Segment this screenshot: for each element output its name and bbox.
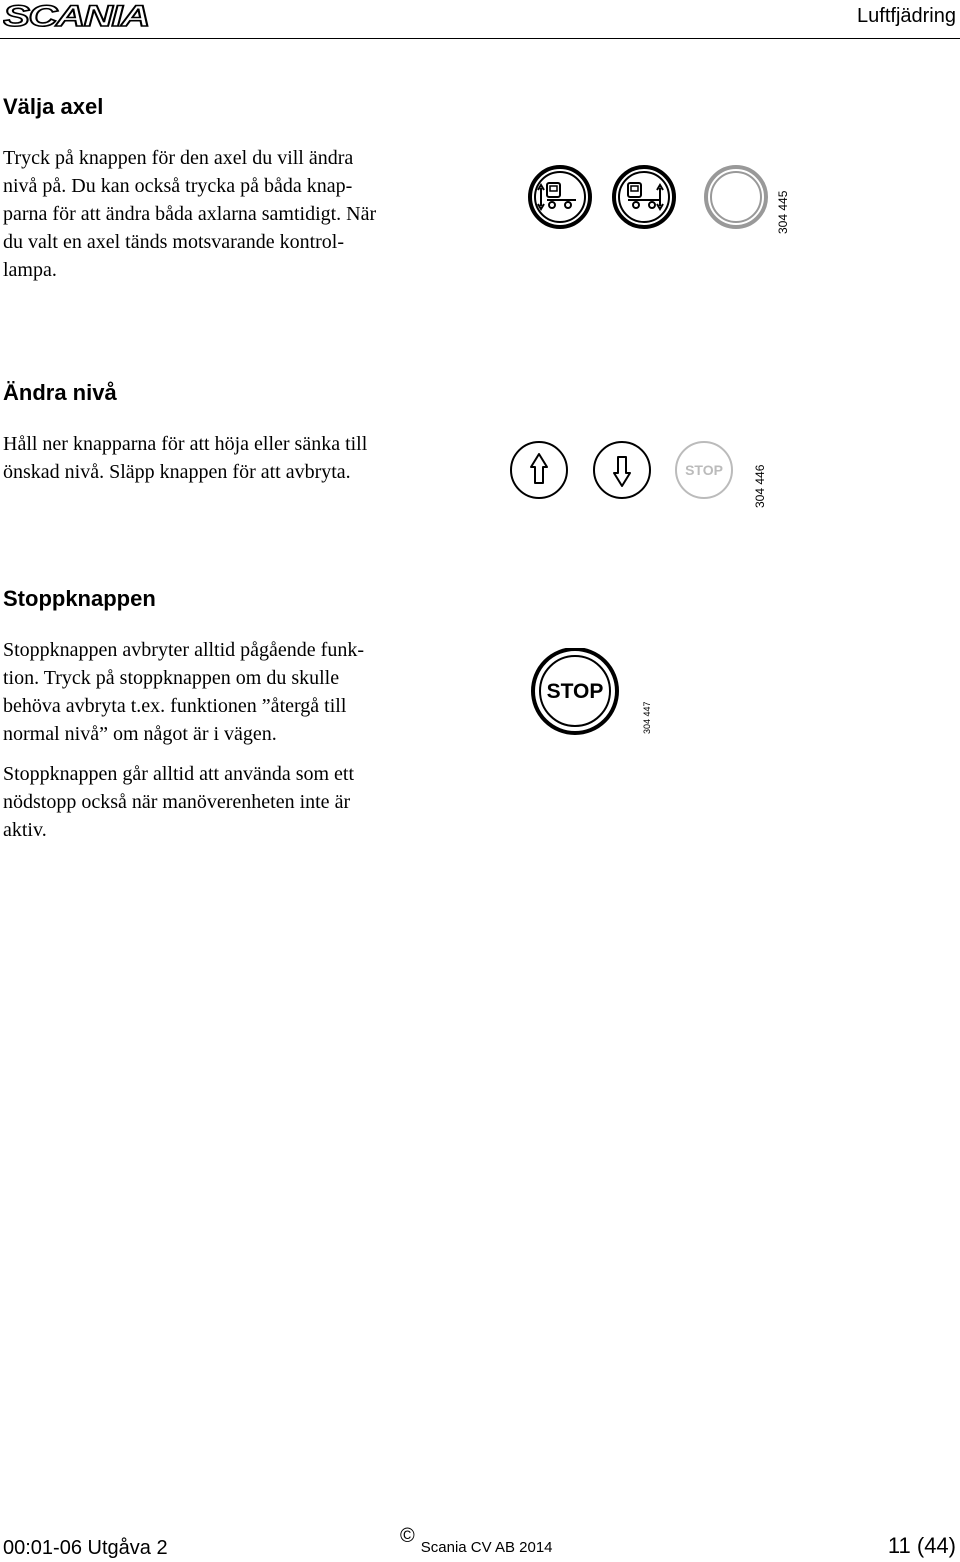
section-paragraph: Stoppknappen avbryter alltid pågående funk- tion. Tryck på stoppknappen om du skulle behöva avbryta t.ex. funktionen ”återgå till normal nivå” om något är i vägen.: [3, 639, 364, 745]
svg-text:SCANIA: SCANIA: [3, 2, 149, 30]
section-title-andra-niva: Ändra nivå: [3, 380, 117, 405]
figure-code: 304 445: [776, 190, 790, 234]
section-title-stoppknappen: Stoppknappen: [3, 586, 156, 611]
header-title: Luftfjädring: [857, 5, 956, 27]
axle-buttons-figure: [528, 164, 778, 234]
figure-code: 304 447: [642, 701, 652, 734]
stop-button-icon: [533, 649, 617, 733]
footer-page-number: 11 (44): [887, 1533, 956, 1558]
stop-label: STOP: [546, 680, 604, 703]
raise-button-icon: [511, 442, 567, 498]
blank-button-icon: [706, 167, 766, 227]
header-divider: [0, 38, 960, 39]
rear-axle-button-icon: [614, 167, 674, 227]
stop-button-figure: [530, 648, 622, 738]
lower-button-icon: [594, 442, 650, 498]
section-paragraph: Tryck på knappen för den axel du vill ändra nivå på. Du kan också trycka på båda knap- parna för att ändra båda axlarna samtidigt. När du valt en axel tänds motsvarande kontrol- lampa.: [3, 147, 377, 281]
level-buttons-figure: [510, 440, 740, 502]
copyright-symbol: ©: [400, 1525, 415, 1547]
section-paragraph: Håll ner knapparna för att höja eller sänka till önskad nivå. Släpp knappen för att avbryta.: [3, 433, 368, 483]
scania-logo: [3, 2, 151, 30]
footer-copyright: [400, 1525, 553, 1558]
stop-label: STOP: [685, 462, 723, 478]
section-title-valja-axel: Välja axel: [3, 94, 104, 119]
footer-edition: 00:01-06 Utgåva 2: [3, 1537, 168, 1559]
footer-company: Scania CV AB 2014: [420, 1539, 553, 1556]
stop-button-icon: [676, 442, 732, 498]
front-axle-button-icon: [530, 167, 590, 227]
section-paragraph: Stoppknappen går alltid att använda som ett nödstopp också när manöverenheten inte är aktiv.: [3, 763, 355, 841]
figure-code: 304 446: [753, 464, 767, 508]
